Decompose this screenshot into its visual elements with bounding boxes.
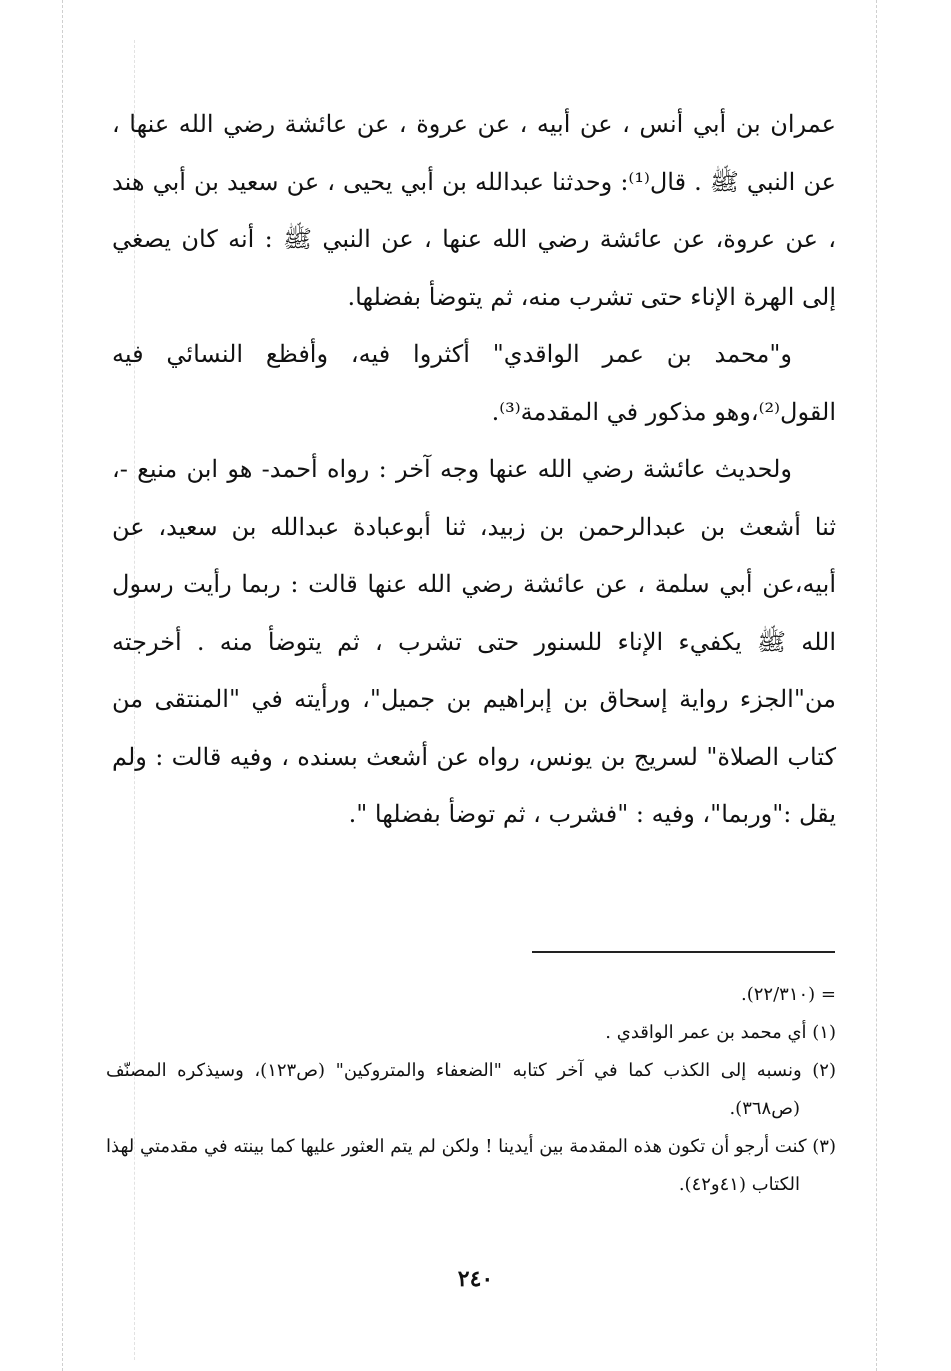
paragraph-1: عمران بن أبي أنس ، عن أبيه ، عن عروة ، عن عائشة رضي الله عنها ، عن النبي ﷺ . قال⁽¹⁾: وحدثنا عبدالله بن أبي يحيى ، عن سعيد بن أبي هند ، عن عروة، عن عائشة رضي الله عنها ، عن النبي ﷺ : أنه كان يصغي إلى الهرة الإناء حتى تشرب منه، ثم يتوضأ بفضلها. bbox=[112, 110, 836, 311]
scan-artifact-line bbox=[62, 0, 63, 1371]
footnotes bbox=[106, 976, 836, 1204]
footnote-separator bbox=[532, 951, 835, 953]
paragraph-2: و"محمد بن عمر الواقدي" أكثروا فيه، وأفظع النسائي فيه القول⁽²⁾،وهو مذكور في المقدمة⁽³⁾. bbox=[112, 340, 836, 426]
footnote-continuation: = (٢٢/٣١٠). bbox=[741, 984, 836, 1005]
footnote-1: (١) أي محمد بن عمر الواقدي . bbox=[605, 1022, 836, 1043]
footnote-3: (٣) كنت أرجو أن تكون هذه المقدمة بين أيدينا ! ولكن لم يتم العثور عليها كما بينته في مقدمتي لهذا الكتاب (٤١و٤٢). bbox=[106, 1136, 836, 1195]
scan-artifact-line bbox=[876, 0, 877, 1371]
main-text bbox=[112, 96, 836, 844]
page-number: ٢٤٠ bbox=[457, 1266, 494, 1292]
footnote-2: (٢) ونسبه إلى الكذب كما في آخر كتابه "الضعفاء والمتروكين" (ص١٢٣)، وسيذكره المصنّف (ص٣٦٨). bbox=[106, 1060, 836, 1119]
paragraph-3: ولحديث عائشة رضي الله عنها وجه آخر : رواه أحمد- هو ابن منيع -، ثنا أشعث بن عبدالرحمن بن زبيد، ثنا أبوعبادة عبدالله بن سعيد، عن أبيه،عن أبي سلمة ، عن عائشة رضي الله عنها قالت : ربما رأيت رسول الله ﷺ يكفيء الإناء للسنور حتى تشرب ، ثم يتوضأ منه . أخرجته من"الجزء رواية إسحاق بن إبراهيم بن جميل"، ورأيته في "المنتقى من كتاب الصلاة" لسريج بن يونس، رواه عن أشعث بسنده ، وفيه قالت : ولم يقل :"وربما"، وفيه : "فشرب ، ثم توضأ بفضلها ". bbox=[112, 455, 836, 828]
